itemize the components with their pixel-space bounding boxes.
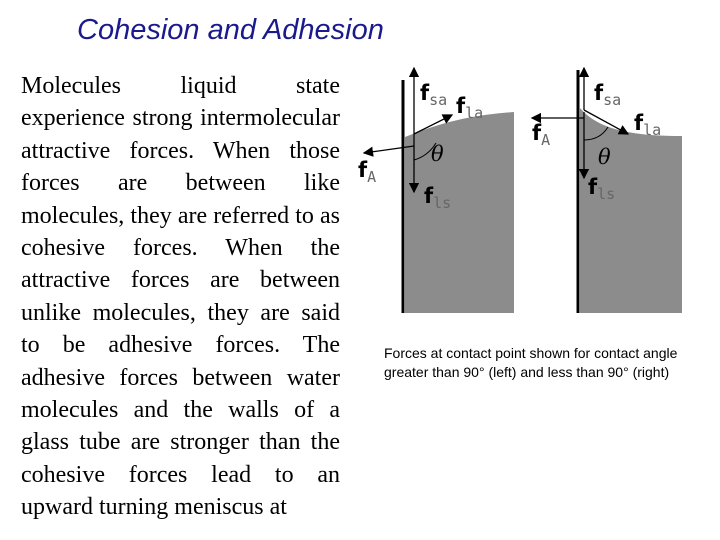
left-liquid — [405, 112, 514, 313]
left-theta-label: θ — [431, 142, 444, 166]
right-liquid — [580, 108, 682, 313]
body-paragraph: Molecules liquid state experience strong intermolecular attractive forces. When those forces are between like molecules, they are referred to as cohesive forces. When the attractive forces are between unlike molecules, they are said to be adhesive forces. The adhesive forces between water molecules and the walls of a glass tube are stronger than the cohesive forces lead to an upward turning meniscus at — [21, 73, 340, 521]
left-f-ls-label: fls — [424, 184, 452, 212]
left-f-sa-label: fsa — [420, 81, 448, 109]
right-panel — [532, 68, 682, 313]
right-f-sa-label: fsa — [594, 81, 622, 109]
left-f-la-label: fla — [456, 94, 484, 122]
right-f-A-label: fA — [532, 121, 551, 149]
right-theta-label: θ — [598, 145, 611, 169]
contact-angle-figure — [352, 60, 692, 320]
slide-title: Cohesion and Adhesion — [77, 14, 384, 46]
right-f-la-label: fla — [634, 111, 662, 139]
right-f-ls-label: fls — [588, 175, 616, 203]
left-f-A-label: fA — [358, 158, 377, 186]
left-panel — [358, 68, 514, 313]
figure-caption: Forces at contact point shown for contact angle greater than 90° (left) and less than 90° (right) — [384, 345, 678, 380]
